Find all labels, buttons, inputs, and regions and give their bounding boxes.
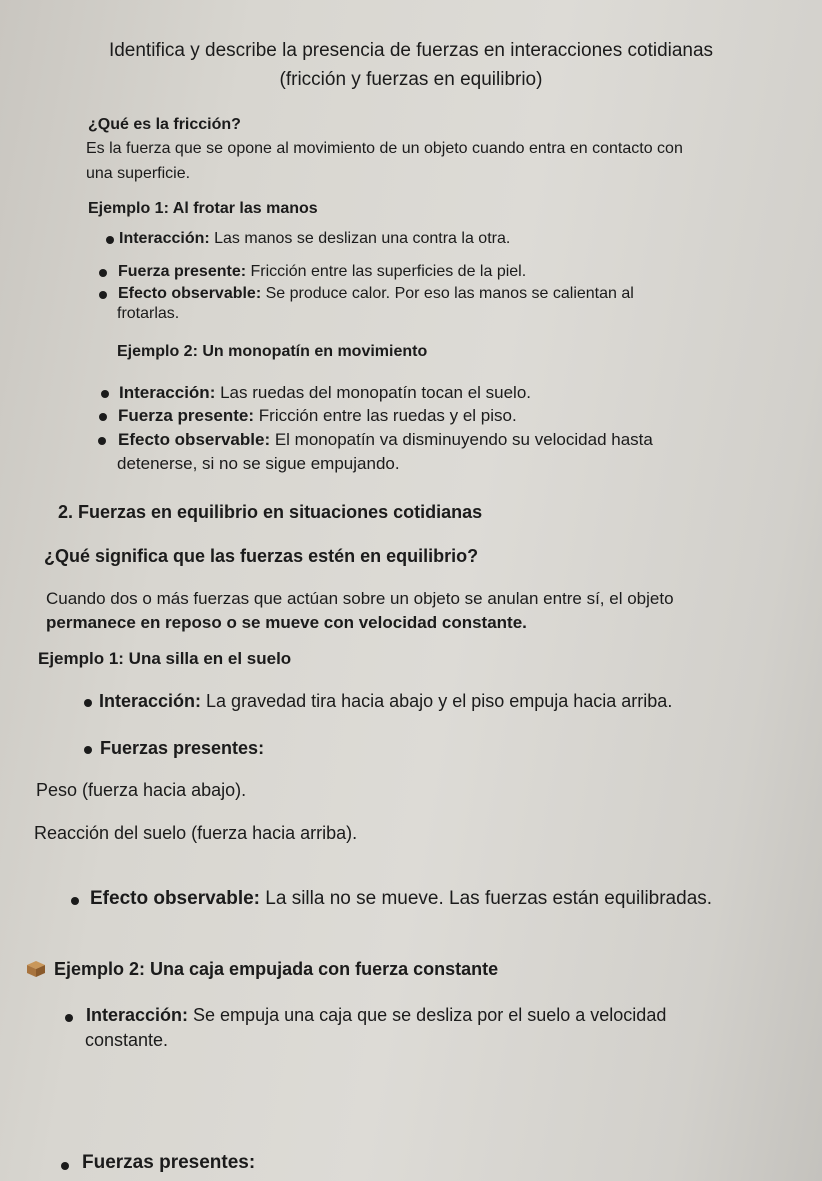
friction-example2-efecto-cont: detenerse, si no se sigue empujando.: [117, 454, 400, 473]
friction-example1-interaccion: Interacción: Las manos se deslizan una contra la otra.: [119, 230, 511, 247]
bullet-icon: [98, 437, 106, 445]
friction-definition-line2: una superficie.: [86, 165, 191, 182]
friction-example1-efecto: Efecto observable: Se produce calor. Por eso las manos se calientan al: [118, 285, 634, 302]
friction-example1-title: Ejemplo 1: Al frotar las manos: [88, 200, 318, 217]
equilibrium-definition-line1: Cuando dos o más fuerzas que actúan sobre un objeto se anulan entre sí, el objeto: [46, 589, 674, 608]
friction-definition-line1: Es la fuerza que se opone al movimiento de un objeto cuando entra en contacto con: [86, 140, 683, 157]
equilibrium-example2-interaccion-cont: constante.: [85, 1030, 169, 1050]
equilibrium-example2-title: Ejemplo 2: Una caja empujada con fuerza constante: [54, 959, 499, 979]
bullet-icon: [65, 1014, 73, 1022]
friction-example2-fuerza: Fuerza presente: Fricción entre las ruedas y el piso.: [118, 406, 517, 425]
equilibrium-heading: 2. Fuerzas en equilibrio en situaciones cotidianas: [58, 502, 483, 522]
bullet-icon: [61, 1162, 69, 1170]
friction-example1-fuerza: Fuerza presente: Fricción entre las superficies de la piel.: [118, 263, 527, 280]
friction-question: ¿Qué es la fricción?: [88, 116, 241, 133]
bullet-icon: [106, 236, 114, 244]
package-icon: [25, 960, 47, 978]
equilibrium-example1-title: Ejemplo 1: Una silla en el suelo: [38, 649, 292, 668]
equilibrium-example1-fuerzas: Fuerzas presentes:: [100, 738, 265, 758]
bullet-icon: [99, 291, 107, 299]
equilibrium-question: ¿Qué significa que las fuerzas estén en equilibrio?: [44, 546, 479, 566]
bullet-icon: [101, 390, 109, 398]
friction-example2-title: Ejemplo 2: Un monopatín en movimiento: [117, 343, 428, 360]
bullet-icon: [99, 269, 107, 277]
equilibrium-example1-interaccion: Interacción: La gravedad tira hacia abajo y el piso empuja hacia arriba.: [99, 691, 673, 711]
page-subtitle: (fricción y fuerzas en equilibrio): [279, 69, 543, 90]
equilibrium-example2-fuerzas: Fuerzas presentes:: [82, 1152, 256, 1173]
equilibrium-example1-reaccion: Reacción del suelo (fuerza hacia arriba).: [34, 823, 358, 843]
friction-example1-efecto-cont: frotarlas.: [117, 305, 180, 322]
equilibrium-example1-peso: Peso (fuerza hacia abajo).: [36, 780, 247, 800]
friction-example2-interaccion: Interacción: Las ruedas del monopatín tocan el suelo.: [119, 383, 532, 402]
bullet-icon: [99, 413, 107, 421]
page-title: Identifica y describe la presencia de fuerzas en interacciones cotidianas: [108, 40, 714, 61]
bullet-icon: [71, 897, 79, 905]
bullet-icon: [84, 746, 92, 754]
equilibrium-example1-efecto: Efecto observable: La silla no se mueve. Las fuerzas están equilibradas.: [90, 888, 713, 909]
equilibrium-example2-interaccion: Interacción: Se empuja una caja que se desliza por el suelo a velocidad: [86, 1005, 667, 1025]
friction-example2-efecto: Efecto observable: El monopatín va disminuyendo su velocidad hasta: [118, 430, 653, 449]
bullet-icon: [84, 699, 92, 707]
equilibrium-definition-line2: permanece en reposo o se mueve con velocidad constante.: [46, 613, 527, 632]
